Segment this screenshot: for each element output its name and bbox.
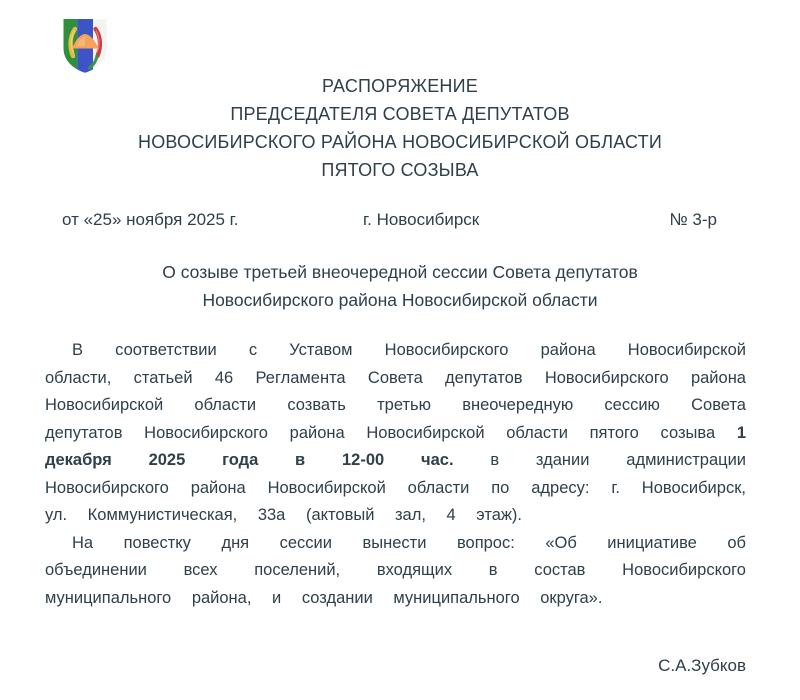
paragraph-1-text: В соответствии с Уставом Новосибирского района Новосибирской области, статьей 46 Регламента Совета депутатов Новосибирского района Новосибирской области созвать третью внеочередную сессию Совета депутатов Новосибирского района Новосибирской области пятого созыва bbox=[45, 341, 746, 442]
session-datetime: 1 декабря 2025 года в 12-00 час. bbox=[45, 423, 746, 469]
coat-of-arms-shield bbox=[62, 18, 108, 74]
title-line-3: НОВОСИБИРСКОГО РАЙОНА НОВОСИБИРСКОЙ ОБЛАСТИ bbox=[138, 132, 662, 152]
document-title bbox=[0, 72, 800, 184]
coat-of-arms-icon bbox=[62, 18, 108, 74]
title-line-1: РАСПОРЯЖЕНИЕ bbox=[322, 76, 478, 96]
document-body bbox=[45, 337, 746, 612]
date-row bbox=[45, 210, 746, 232]
document-city: г. Новосибирск bbox=[363, 210, 480, 229]
subject-line-2: Новосибирского района Новосибирской области bbox=[202, 290, 598, 310]
subject-line-1: О созыве третьей внеочередной сессии Совета депутатов bbox=[162, 262, 638, 282]
signature-name: С.А.Зубков bbox=[658, 656, 746, 675]
paragraph-1-continuation: в здании администрации Новосибирского района Новосибирской области по адресу: г. Новосибирск, ул. Коммунистическая, 33а (актовый зал, 4 этаж). bbox=[45, 451, 747, 524]
title-line-2: ПРЕДСЕДАТЕЛЯ СОВЕТА ДЕПУТАТОВ bbox=[230, 104, 570, 124]
title-line-4: ПЯТОГО СОЗЫВА bbox=[321, 160, 479, 180]
paragraph-2: На повестку дня сессии вынести вопрос: «Об инициативе об объединении всех поселений, входящих в состав Новосибирского муниципального района, и создании муниципального округа». bbox=[45, 533, 746, 607]
paragraph-1 bbox=[45, 337, 746, 530]
document-number: № 3-р bbox=[669, 210, 717, 229]
document-subject bbox=[0, 258, 800, 314]
document-date: от «25» ноября 2025 г. bbox=[62, 210, 239, 229]
